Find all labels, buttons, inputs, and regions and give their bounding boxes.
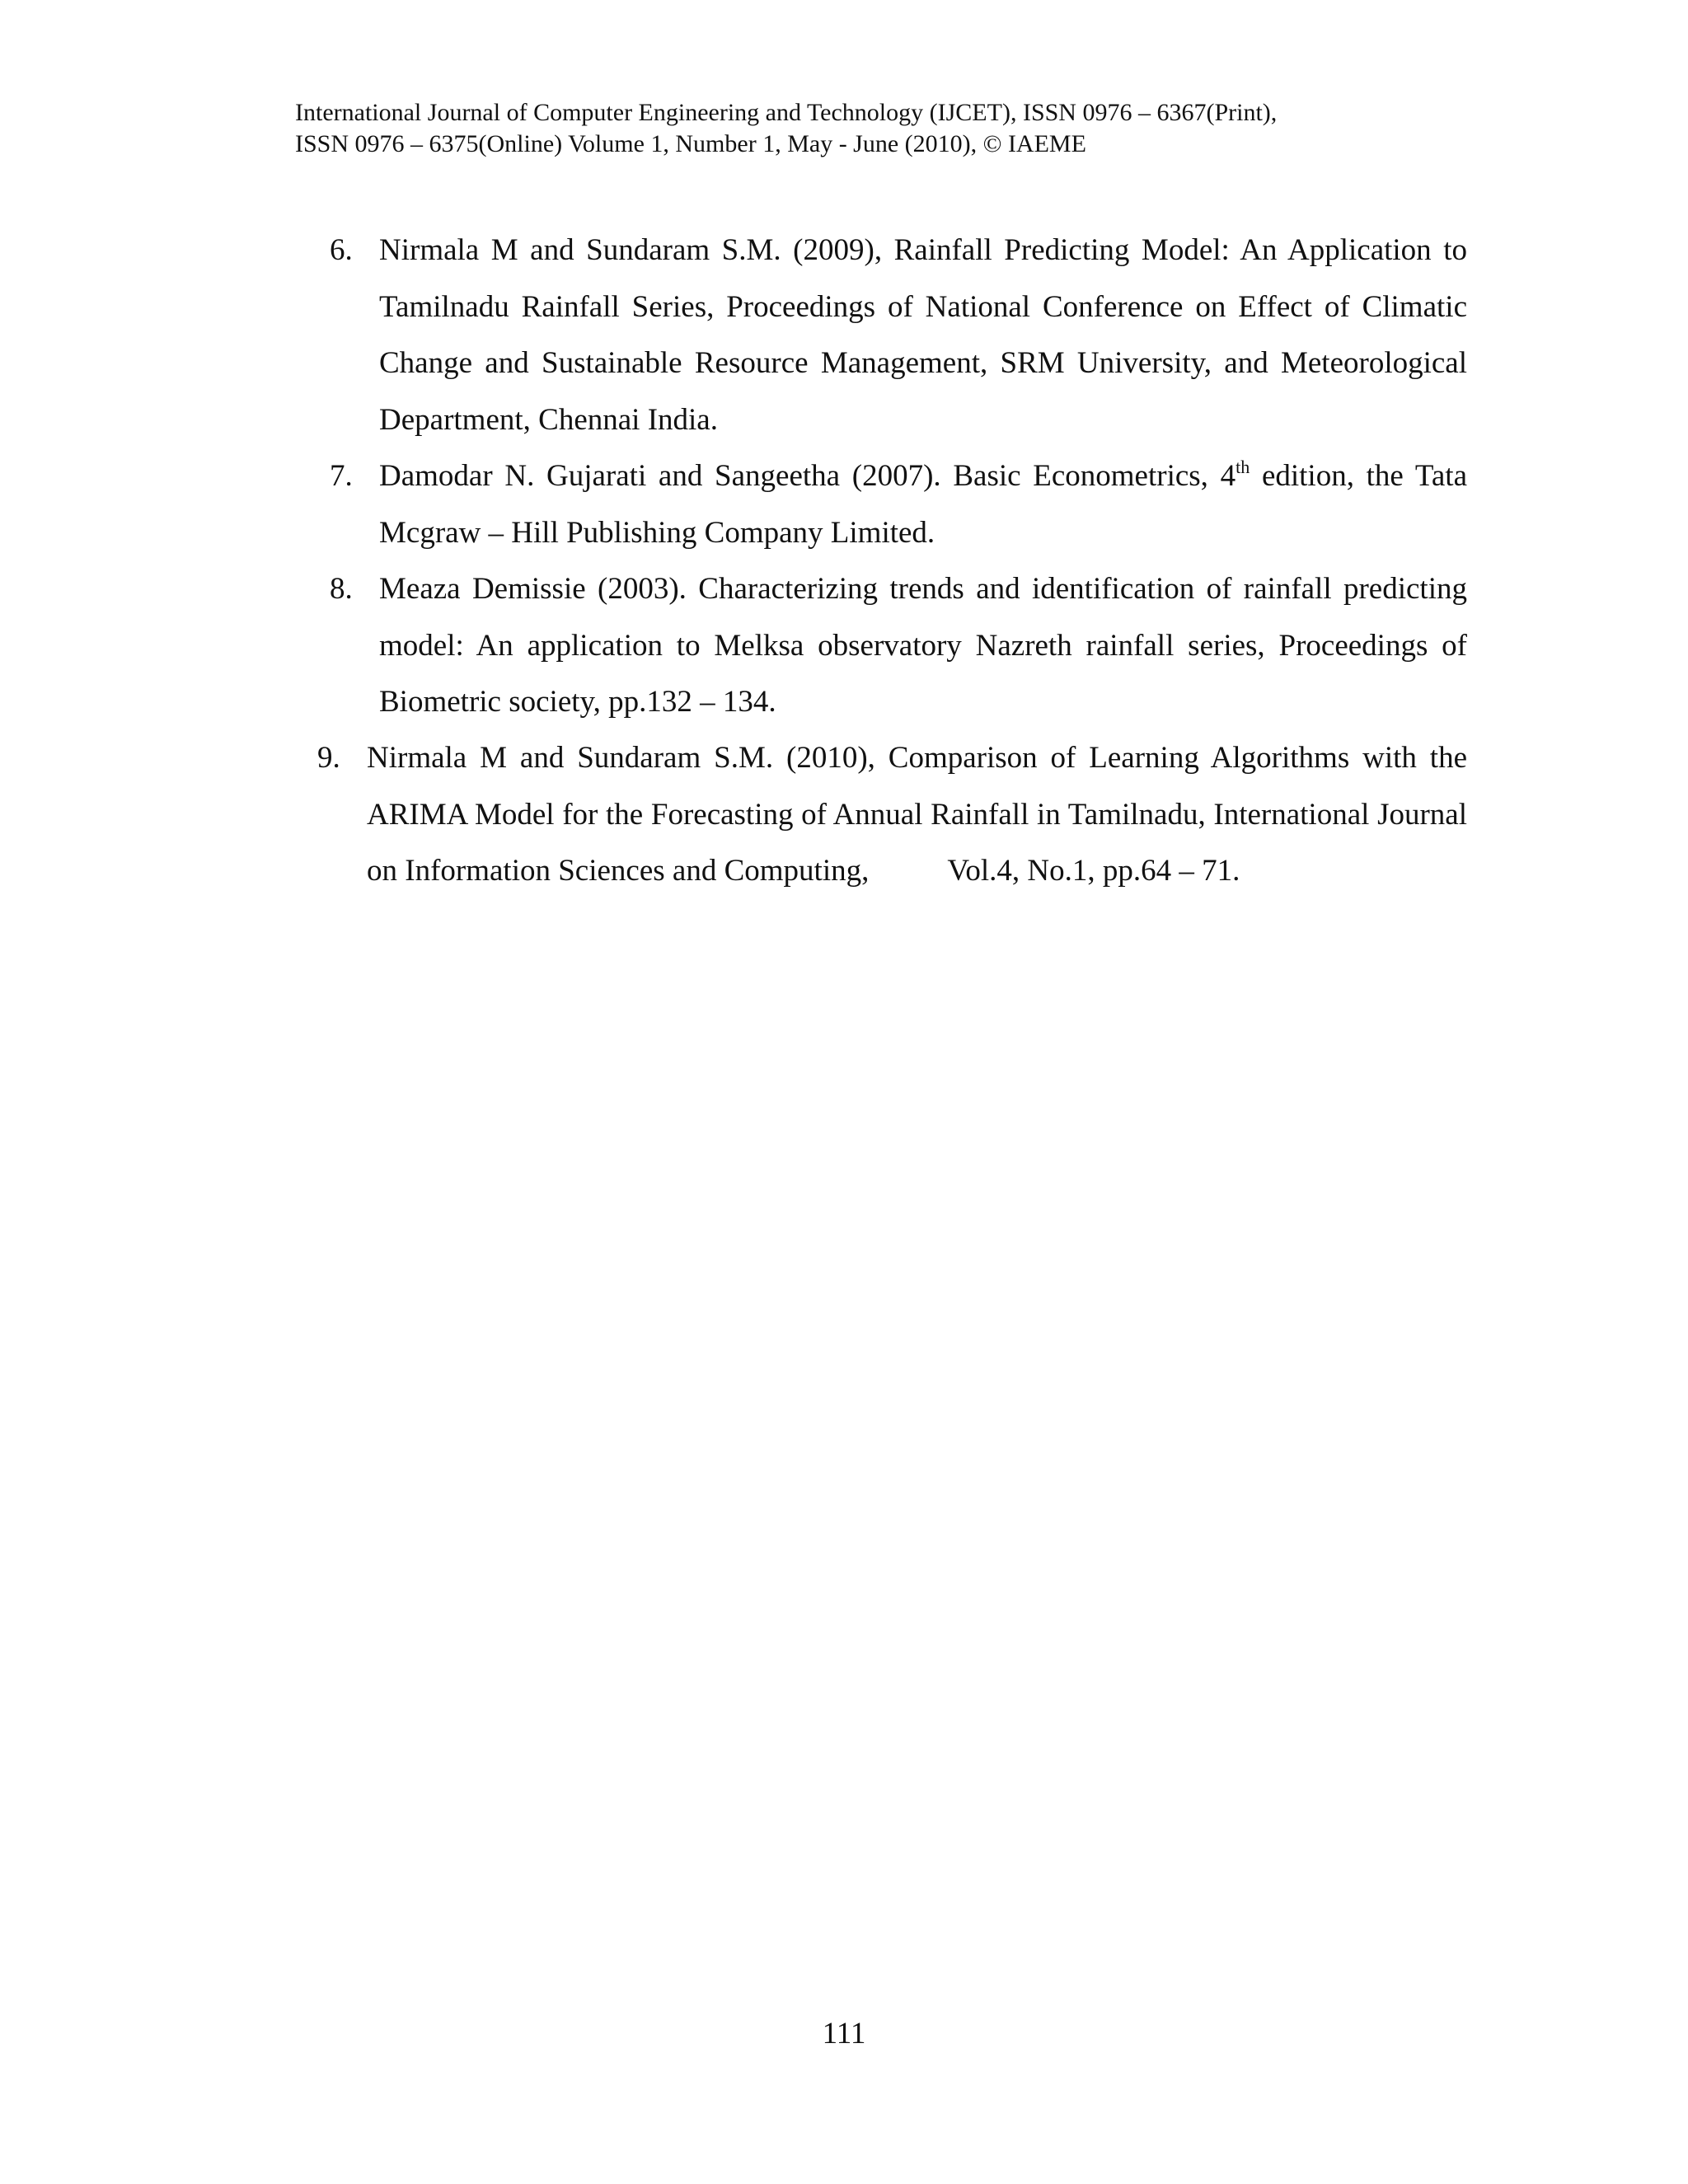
ordinal-superscript: th	[1236, 457, 1250, 477]
reference-item-8	[330, 561, 1467, 731]
reference-number: 9.	[317, 741, 340, 775]
reference-number: 8.	[330, 572, 353, 606]
reference-text-before: Nirmala M and Sundaram S.M. (2010), Comparison of Learning Algorithms with the ARIMA Model for the Forecasting of Annual Rainfall in Tamilnadu, International Journal on Information Sciences and Computing,	[367, 741, 1467, 888]
reference-text	[367, 730, 1467, 900]
running-header	[295, 97, 1531, 160]
header-line-1: International Journal of Computer Engineering and Technology (IJCET), ISSN 0976 – 6367(Print),	[295, 99, 1278, 126]
reference-text-before: Damodar N. Gujarati and Sangeetha (2007). Basic Econometrics, 4	[379, 459, 1236, 493]
header-line-2: ISSN 0976 – 6375(Online) Volume 1, Number 1, May - June (2010), © IAEME	[295, 130, 1086, 157]
reference-text-after: edition, the Tata Mcgraw – Hill Publishing Company Limited.	[379, 459, 1468, 550]
reference-item-9	[317, 730, 1467, 900]
page-number: 111	[822, 2017, 866, 2050]
reference-text-after: Vol.4, No.1, pp.64 – 71.	[947, 854, 1240, 888]
reference-item-6	[330, 223, 1467, 448]
reference-text: Nirmala M and Sundaram S.M. (2009), Rainfall Predicting Model: An Application to Tamilnadu Rainfall Series, Proceedings of National Conference on Effect of Climatic Change and Sustainable Resource Management, SRM University, and Meteorological Department, Chennai India.	[379, 233, 1467, 437]
reference-item-7	[330, 448, 1468, 561]
reference-text: Meaza Demissie (2003). Characterizing trends and identification of rainfall predicting model: An application to Melksa observatory Nazreth rainfall series, Proceedings of Biometric society, pp.132 – 134.	[379, 572, 1467, 719]
reference-text	[379, 448, 1467, 561]
reference-number: 6.	[330, 233, 353, 267]
reference-number: 7.	[330, 459, 353, 493]
